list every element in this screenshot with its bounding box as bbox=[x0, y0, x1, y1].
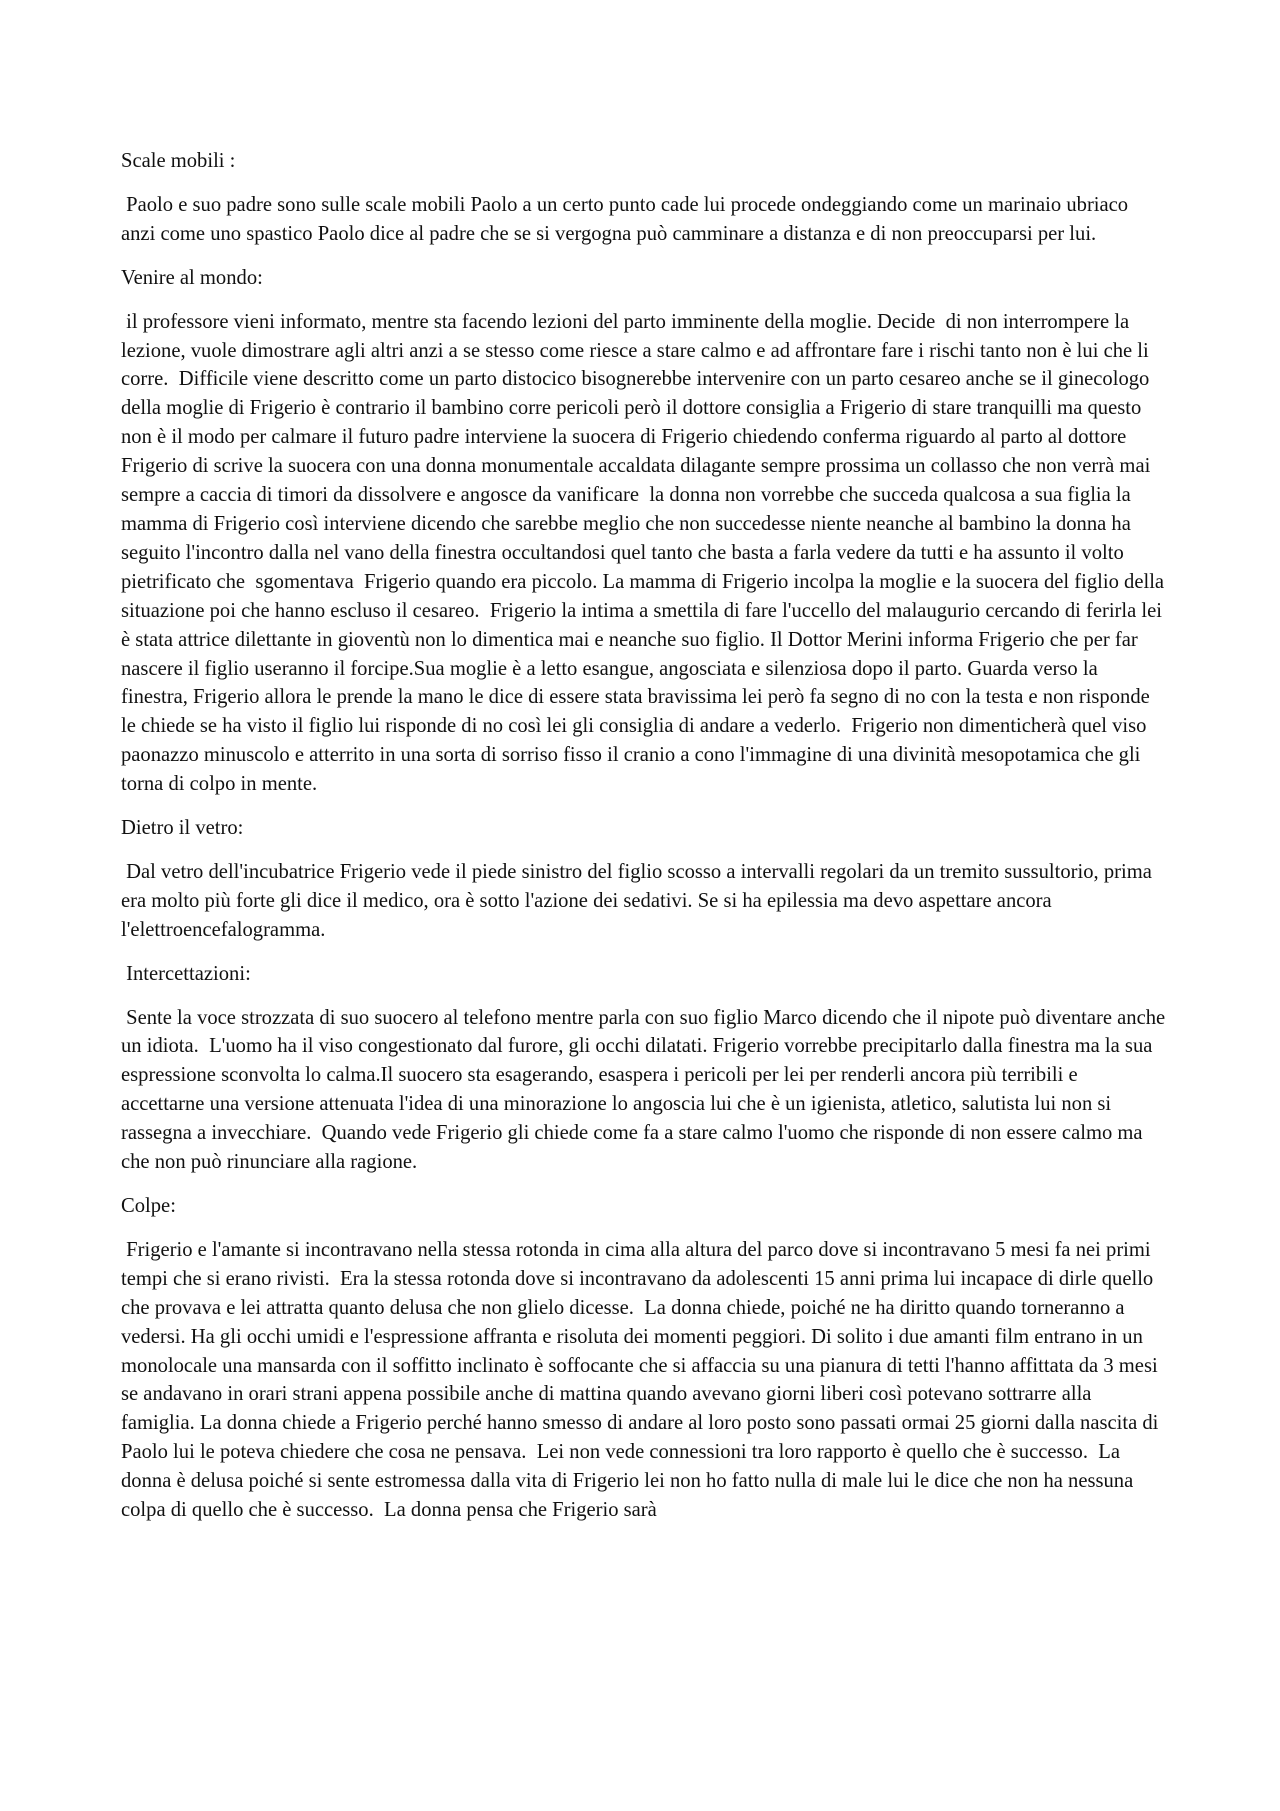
section-heading: Venire al mondo: bbox=[121, 266, 263, 289]
section-paragraph: Paolo e suo padre sono sulle scale mobili Paolo a un certo punto cade lui procede ondeggiando come un marinaio ubriaco anzi come uno spastico Paolo dice al padre che se si vergogna può camminare a distanza e di non preoccuparsi per lui. bbox=[121, 193, 1134, 245]
section-heading: Dietro il vetro: bbox=[121, 817, 244, 840]
section-heading: Colpe: bbox=[121, 1195, 176, 1217]
section-paragraph: Dal vetro dell'incubatrice Frigerio vede il piede sinistro del figlio scosso a intervalli regolari da un tremito sussultorio, prima era molto più forte gli dice il medico, ora è sotto l'azione dei sedativi. Se si ha epilessia ma devo aspettare ancora l'elettroencefalogramma. bbox=[121, 860, 1158, 941]
document-body bbox=[121, 147, 1171, 1525]
section-paragraph: il professore vieni informato, mentre sta facendo lezioni del parto imminente della moglie. Decide di non interrompere la lezione, vuole dimostrare agli altri anzi a se stesso come riesce a stare calmo e ad affrontare fare i rischi tanto non è lui che li corre. Difficile viene descritto come un parto distocico bisognerebbe intervenire con un parto cesareo anche se il ginecologo della moglie di Frigerio è contrario il bambino corre pericoli però il dottore consiglia a Frigerio di stare tranquilli ma questo non è il modo per calmare il futuro padre interviene la suocera di Frigerio chiedendo conferma riguardo al parto al dottore Frigerio di scrive la suocera con una donna monumentale accaldata dilagante sempre prossima un collasso che non verrà mai sempre a caccia di timori da dissolvere e angosce da vanificare la donna non vorrebbe che succeda qualcosa a sua figlia la mamma di Frigerio così interviene dicendo che sarebbe meglio che non succedesse niente neanche al bambino la donna ha seguito l'incontro dalla nel vano della finestra occultandosi quel tanto che basta a farla vedere da tutti e ha assunto il volto pietrificato che sgomentava Frigerio quando era piccolo. La mamma di Frigerio incolpa la moglie e la suocera del figlio della situazione poi che hanno escluso il cesareo. Frigerio la intima a smettila di fare l'uccello del malaugurio cercando di ferirla lei è stata attrice dilettante in gioventù non lo dimentica mai e neanche suo figlio. Il Dottor Merini informa Frigerio che per far nascere il figlio useranno il forcipe.Sua moglie è a letto esangue, angosciata e silenziosa dopo il parto. Guarda verso la finestra, Frigerio allora le prende la mano le dice di essere stata bravissima lei però fa segno di no con la testa e non risponde le chiede se ha visto il figlio lui risponde di no così lei gli consiglia di andare a vederlo. Frigerio non dimenticherà quel viso paonazzo minuscolo e atterrito in una sorta di sorriso fisso il cranio a cono l'immagine di una divinità mesopotamica che gli torna di colpo in mente. bbox=[121, 310, 1170, 796]
section-dietro-il-vetro bbox=[121, 814, 1166, 945]
section-heading: Intercettazioni: bbox=[121, 962, 251, 985]
section-venire-al-mondo bbox=[121, 264, 1170, 799]
section-intercettazioni bbox=[121, 960, 1171, 1177]
section-scale-mobili bbox=[121, 147, 1166, 249]
section-paragraph: Frigerio e l'amante si incontravano nella stessa rotonda in cima alla altura del parco dove si incontravano 5 mesi fa nei primi tempi che si erano rivisti. Era la stessa rotonda dove si incontravano da adolescenti 15 anni prima lui incapace di dirle quello che provava e lei attratta quanto delusa che non glielo dicesse. La donna chiede, poiché ne ha diritto quando torneranno a vedersi. Ha gli occhi umidi e l'espressione affranta e risoluta dei momenti peggiori. Di solito i due amanti film entrano in un monolocale una mansarda con il soffitto inclinato è soffocante che si affaccia su una pianura di tetti l'hanno affittata da 3 mesi se andavano in orari strani appena possibile anche di mattina quando avevano giorni liberi così potevano sottrarre alla famiglia. La donna chiede a Frigerio perché hanno smesso di andare al loro posto sono passati ormai 25 giorni dalla nascita di Paolo lui le poteva chiedere che cosa ne pensava. Lei non vede connessioni tra loro rapporto è quello che è successo. La donna è delusa poiché si sente estromessa dalla vita di Frigerio lei non ho fatto nulla di male lui le dice che non ha nessuna colpa di quello che è successo. La donna pensa che Frigerio sarà bbox=[121, 1238, 1164, 1522]
section-heading: Scale mobili : bbox=[121, 150, 236, 172]
section-paragraph: Sente la voce strozzata di suo suocero al telefono mentre parla con suo figlio Marco dicendo che il nipote può diventare anche un idiota. L'uomo ha il viso congestionato dal furore, gli occhi dilatati. Frigerio vorrebbe precipitarlo dalla finestra ma la sua espressione sconvolta lo calma.Il suocero sta esagerando, esaspera i pericoli per lei per renderli ancora più terribili e accettarne una versione attenuata l'idea di una minorazione lo angoscia lui che è un igienista, atletico, salutista lui non si rassegna a invecchiare. Quando vede Frigerio gli chiede come fa a stare calmo l'uomo che risponde di non essere calmo ma che non può rinunciare alla ragione. bbox=[121, 1006, 1171, 1174]
section-colpe bbox=[121, 1192, 1166, 1525]
